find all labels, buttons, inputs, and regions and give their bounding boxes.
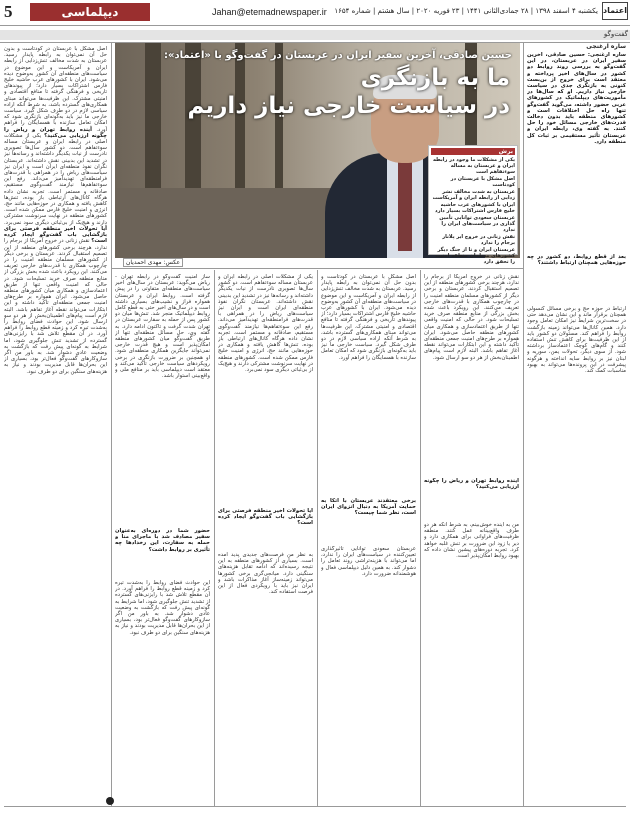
article-column-text: اصل مشکل با عربستان در کودتاست و بدون حل آن نمی‌توان به رابطه پایدار رسید. عربستان به شدت مخالف تنش‌زدایی از رابطه ایران و آمریکاست و این موضوع در سیاست‌های منطقه‌ای آن کشور به‌وضوح دیده می‌شود. ایران با کشورهای عرب حاشیه خلیج فارس اشتراکات بسیار دارد؛ از پیوندهای تاریخی و فرهنگی گرفته تا منافع اقتصادی و امنیتی مشترک. این ظرفیت‌ها می‌تواند مبنای همکاری‌های گسترده باشد، به شرط آنکه اراده سیاسی لازم در دو طرف شکل گیرد. سیاست خارجی ما نیز باید به‌گونه‌ای بازنگری شود که امکان تعامل سازنده با همسایگان را فراهم آورد. [321, 274, 416, 361]
highlight-item: عربستان به شدت مخالف نشر زدایی از رابطه ایران و آمریکاست [432, 189, 515, 201]
article-column-text: ساز امنیت گفت‌وگو در رابطه تهران - ریاض می‌گوید: عربستان در سال‌های اخیر سیاست‌های منطقه‌ای متفاوتی را در پیش گرفته است. روابط ایران و عربستان همواره فراز و نشیب‌های بسیاری داشته است و در سال‌های اخیر حتی به قطع کامل روابط دیپلماتیک منجر شد. تنش‌ها میان دو کشور پس از حمله به سفارت عربستان در تهران شدت گرفت و تاکنون ادامه دارد. به گفته وی، حل مسائل منطقه‌ای تنها از طریق گفت‌وگو میان کشورهای منطقه امکان‌پذیر است و هیچ قدرت خارجی نمی‌تواند جایگزین همکاری منطقه‌ای شود. او همچنین بر ضرورت بازنگری در برخی رویکردهای سیاست خارجی تأکید می‌کند و معتقد است دیپلماسی باید بر منافع ملی و واقع‌بینی استوار باشد. [115, 274, 210, 380]
article-kicker: حسین صادقی، آخرین سفیر ایران در عربستان در گفت‌وگو با «اعتماد»: [164, 50, 512, 61]
article-headline [122, 64, 510, 120]
site-email[interactable]: Jahan@etemadnewspaper.ir [212, 7, 327, 17]
bottom-rule [4, 806, 626, 807]
article-column-text: من به آینده خوش‌بینم، به شرط آنکه هر دو طرف واقع‌بینانه عمل کنند. منطقه ظرفیت‌های فراوانی برای همکاری دارد و دیر یا زود این ضرورت بر تنش غلبه خواهد کرد. تجربه دوره‌های پیشین نشان داده که بهبود روابط امکان‌پذیر است. [424, 522, 519, 560]
interview-question: بعد از قطع روابط، دو کشور در چه حوزه‌هایی همچنان ارتباط داشتند؟ [527, 254, 626, 267]
section-label: دیپلماسی [30, 3, 150, 21]
subheader-label: گفت‌وگو [603, 30, 628, 38]
masthead [0, 0, 630, 26]
interview-question: حضور شما در دوره‌ای به‌عنوان سفیر مصادف شد با ماجرای منا و حمله به سفارت، این رخدادها چه تأثیری بر روابط داشت؟ [115, 528, 210, 553]
interview-question: آینده روابط تهران و ریاض را چگونه ارزیابی می‌کنید؟ [424, 478, 519, 491]
highlights-heading: برش [431, 148, 515, 155]
article-column-text: این حوادث فضای روابط را به‌شدت تیره کرد و زمینه قطع روابط را فراهم آورد. در آن مقطع تلاش شد با رایزنی‌های گسترده از تشدید تنش جلوگیری شود، اما شرایط به گونه‌ای پیش رفت که بازگشت به وضعیت عادی دشوار شد. به باور من اگر سازوکارهای گفت‌وگو فعال‌تر بود، بسیاری از این بحران‌ها قابل مدیریت بودند و نیاز به هزینه‌های سنگین برای دو طرف نبود. [115, 580, 210, 636]
highlights-box [428, 145, 518, 265]
article-column-text: نقش زنانی در خروج آمریکا از برجام را ندارد، هرچند برخی کشورهای منطقه از این تصمیم استقبال کردند. عربستان و برخی دیگر از کشورهای مسلمان منطقه امنیت را در چارچوب همکاری با قدرت‌های خارجی تعریف می‌کنند. این رویکرد باعث شده بخش بزرگی از منابع منطقه صرف خرید تسلیحات شود. در حالی که امنیت واقعی تنها از طریق اعتمادسازی و همکاری میان کشورهای منطقه حاصل می‌شود. ایران همواره بر طرح‌های امنیت جمعی منطقه‌ای تأکید داشته و این ابتکارات می‌تواند نقطه آغاز تفاهم باشد. البته لازم است پیام‌های اطمینان‌بخش از هر دو سو ارسال شود. [424, 274, 519, 361]
date-line: یکشنبه ۴ اسفند ۱۳۹۸ | ۲۸ جمادی‌الثانی ۱۴۴۱ | ۲۳ فوریه ۲۰۲۰ | سال هشتم | شماره ۱۶۵۴ [334, 7, 598, 15]
page-number: 5 [4, 2, 13, 21]
article-column-text: یکی از مشکلات اصلی در رابطه ایران و عربستان مساله سوءتفاهم است. دو کشور سال‌ها تصویری نادرست از نیات یکدیگر داشته‌اند و رسانه‌ها نیز در تشدید این بدبینی نقش داشته‌اند. عربستان نگران نفوذ منطقه‌ای ایران است و ایران نیز سیاست‌های ریاض را در همراهی با قدرت‌های فرامنطقه‌ای تهدیدآمیز می‌داند. رفع این سوءتفاهم‌ها نیازمند گفت‌وگوی مستقیم، صادقانه و مستمر است. تجربه نشان داده هرگاه کانال‌های ارتباطی باز بوده، تنش‌ها کاهش یافته و همکاری در حوزه‌هایی مانند حج، انرژی و امنیت خلیج فارس ممکن شده است. کشورهای منطقه در نهایت سرنوشت مشترکی دارند و هیچ‌یک از بی‌ثباتی دیگری سود نمی‌برد. [218, 274, 313, 374]
highlight-item: یکی از مشکلات ما وجود در رابطه ایران و عربستان به مساله سوءتفاهم است [433, 157, 515, 175]
photo-credit: عکس: مهدی احمدیان [123, 258, 183, 267]
article-column-text: ارتباط در حوزه حج و برخی مسائل کنسولی همچنان برقرار ماند و این نشان می‌دهد حتی در سخت‌ترین شرایط نیز امکان تعامل وجود دارد. همین کانال‌ها می‌تواند زمینه بازگشت روابط را فراهم کند. مسئولان دو کشور باید از این ظرفیت‌ها برای کاهش تنش استفاده کنند و گام‌های کوچک اعتمادساز برداشته شود. از سوی دیگر، تحولات یمن، سوریه و لبنان نیز بر روابط سایه انداخته و هرگونه پیشرفت در این پرونده‌ها می‌تواند به بهبود مناسبات کمک کند. [527, 306, 626, 375]
article-column-text: عربستان سعودی توانایی تأثیرگذاری تعیین‌کننده در سیاست‌های ایران را ندارد، اما می‌تواند با هزینه‌تراشی روند تعامل را دشوار کند. به همین دلیل دیپلماسی فعال و هوشمندانه ضرورت دارد. [321, 546, 416, 577]
highlight-item: ایران با کشورهای عرب حاشیه خلیج فارس اشتراکات بسیار دارد [435, 202, 515, 214]
highlight-item: عربستان ایران و تا از جنگ دیگر کشورهای مسلمان منطقه امنیت را تحقق دارد [435, 247, 515, 265]
interview-question: برخی معتقدند عربستان با اتکا به حمایت آمریکا به دنبال انزوای ایران است، نظر شما چیست؟ [321, 498, 416, 517]
highlight-item: نقش زنانی در خروج ایر پلانار برجام را ندارد [442, 234, 515, 246]
highlight-item: اصل مشکل با عربستان در کودتاست [450, 176, 515, 188]
newspaper-logo: اعتماد [602, 2, 628, 20]
headline-line-1: ما به بازنگری [360, 65, 510, 91]
article-column-intro: ساره ارغنجی: حسین صادقی، آخرین سفیر ایران در عربستان، در این گفت‌وگو به بررسی روند روابط دو کشور در سال‌های اخیر پرداخته و معتقد است برای خروج از بن‌بست کنونی به بازنگری جدی در سیاست خارجی نیاز داریم. او که سال‌ها در مأموریت‌های دیپلماتیک در کشورهای عربی حضور داشته، می‌گوید گفت‌وگو تنها راه حل اختلافات است و کشورهای منطقه باید بدون دخالت قدرت‌های خارجی مسائل خود را حل کنند. به گفته وی، رابطه ایران و عربستان تأثیر مستقیمی بر ثبات کل منطقه دارد. [527, 52, 626, 145]
author-byline: ساره ارغنجی [586, 43, 626, 50]
interview-question: آیا تحولات اخیر منطقه فرصتی برای بازگشایی باب گفت‌وگو ایجاد کرده است؟ [218, 508, 313, 527]
article-column-text: به نظر من فرصت‌های جدیدی پدید آمده است. بسیاری از کشورهای منطقه به این نتیجه رسیده‌اند که ادامه تقابل هزینه‌های سنگینی دارد. میانجی‌گری برخی کشورها می‌تواند زمینه‌ساز آغاز مذاکرات باشد و ایران نیز باید با رویکردی فعال از این فرصت استفاده کند. [218, 552, 313, 596]
highlight-item: عربستان سعودی توانایی تأمین گذاری در سیاست‌های ایران را ندارد [439, 215, 515, 233]
subheader-bar [0, 30, 630, 40]
headline-line-2: در سیاست خارجی نیاز داریم [187, 93, 510, 119]
end-mark-icon [106, 797, 114, 805]
article-column-continuation: اصل مشکل با عربستان در کودتاست و بدون حل آن نمی‌توان به رابطه پایدار رسید. عربستان به شدت مخالف تنش‌زدایی از رابطه ایران و آمریکاست و این موضوع در سیاست‌های منطقه‌ای آن کشور به‌وضوح دیده می‌شود. ایران با کشورهای عرب حاشیه خلیج فارس اشتراکات بسیار دارد؛ از پیوندهای تاریخی و فرهنگی گرفته تا منافع اقتصادی و امنیتی مشترک. این ظرفیت‌ها می‌تواند مبنای همکاری‌های گسترده باشد، به شرط آنکه اراده سیاسی لازم در دو طرف شکل گیرد. سیاست خارجی ما نیز باید به‌گونه‌ای بازنگری شود که امکان تعامل سازنده با همسایگان را فراهم آورد. آینده روابط تهران و ریاض را چگونه ارزیابی می‌کنید؟ یکی از مشکلات اصلی در رابطه ایران و عربستان مساله سوءتفاهم است. دو کشور سال‌ها تصویری نادرست از نیات یکدیگر داشته‌اند و رسانه‌ها نیز در تشدید این بدبینی نقش داشته‌اند. عربستان نگران نفوذ منطقه‌ای ایران است و ایران نیز سیاست‌های ریاض را در همراهی با قدرت‌های فرامنطقه‌ای تهدیدآمیز می‌داند. رفع این سوءتفاهم‌ها نیازمند گفت‌وگوی مستقیم، صادقانه و مستمر است. تجربه نشان داده هرگاه کانال‌های ارتباطی باز بوده، تنش‌ها کاهش یافته و همکاری در حوزه‌هایی مانند حج، انرژی و امنیت خلیج فارس ممکن شده است. کشورهای منطقه در نهایت سرنوشت مشترکی دارند و هیچ‌یک از بی‌ثباتی دیگری سود نمی‌برد. آیا تحولات اخیر منطقه فرصتی برای بازگشایی باب گفت‌وگو ایجاد کرده است؟ نقش زنانی در خروج آمریکا از برجام را ندارد، هرچند برخی کشورهای منطقه از این تصمیم استقبال کردند. عربستان و برخی دیگر از کشورهای مسلمان منطقه امنیت را در چارچوب همکاری با قدرت‌های خارجی تعریف می‌کنند. این رویکرد باعث شده بخش بزرگی از منابع منطقه صرف خرید تسلیحات شود. در حالی که امنیت واقعی تنها از طریق اعتمادسازی و همکاری میان کشورهای منطقه حاصل می‌شود. ایران همواره بر طرح‌های امنیت جمعی منطقه‌ای تأکید داشته و این ابتکارات می‌تواند نقطه آغاز تفاهم باشد. البته لازم است پیام‌های اطمینان‌بخش از هر دو سو ارسال شود. این حوادث فضای روابط را به‌شدت تیره کرد و زمینه قطع روابط را فراهم آورد. در آن مقطع تلاش شد با رایزنی‌های گسترده از تشدید تنش جلوگیری شود، اما شرایط به گونه‌ای پیش رفت که بازگشت به وضعیت عادی دشوار شد. به باور من اگر سازوکارهای گفت‌وگو فعال‌تر بود، بسیاری از این بحران‌ها قابل مدیریت بودند و نیاز به هزینه‌های سنگین برای دو طرف نبود. [4, 46, 107, 375]
